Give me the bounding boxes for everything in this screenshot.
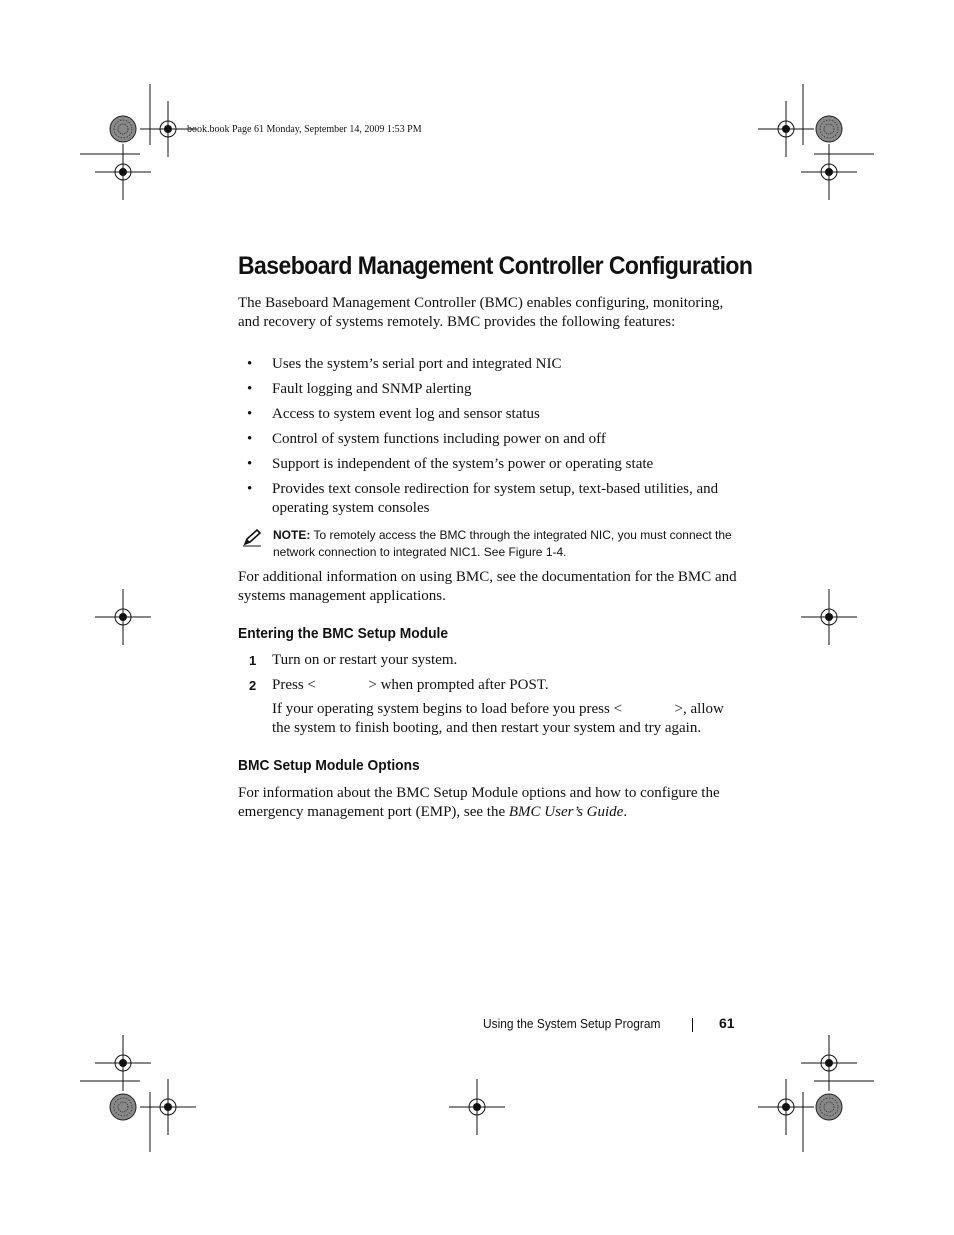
list-item: • Uses the system’s serial port and integrated NIC	[247, 356, 562, 372]
list-item: • Control of system functions including power on and off	[247, 431, 606, 447]
list-item	[238, 651, 738, 670]
list-item: • Access to system event log and sensor status	[247, 406, 540, 422]
bullet-icon: •	[247, 381, 253, 397]
guide-reference: BMC User’s Guide	[508, 804, 624, 820]
additional-info-paragraph: For additional information on using BMC, see the documentation for the BMC and systems management applications.	[238, 569, 737, 604]
note-text: To remotely access the BMC through the integrated NIC, you must connect the network connection to integrated NIC1. See Figure 1-4.	[273, 528, 732, 559]
step-followup-paragraph: If your operating system begins to load before you press < >, allow the system to finish booting, and then restart your system and try again.	[272, 701, 728, 736]
feature-list	[238, 355, 738, 524]
bullet-icon: •	[247, 481, 253, 497]
footer-section-title: Using the System Setup Program	[483, 1016, 661, 1031]
list-item	[238, 676, 738, 695]
step-text: Turn on or restart your system.	[272, 652, 458, 668]
pencil-note-icon	[242, 529, 262, 547]
print-slug: book.book Page 61 Monday, September 14, 2009 1:53 PM	[187, 124, 422, 135]
bullet-icon: •	[247, 356, 253, 372]
section-heading-entering-bmc: Entering the BMC Setup Module	[238, 625, 449, 642]
bullet-icon: •	[247, 456, 253, 472]
bullet-icon: •	[247, 406, 253, 422]
step-text: Press < > when prompted after POST.	[272, 677, 549, 693]
note-label: NOTE:	[273, 528, 311, 542]
steps-list	[238, 651, 738, 701]
bullet-icon: •	[247, 431, 253, 447]
intro-paragraph: The Baseboard Management Controller (BMC) enables configuring, monitoring, and recovery of systems remotely. BMC provides the following features:	[238, 295, 724, 330]
bmc-options-paragraph: For information about the BMC Setup Module options and how to configure the emergency management port (EMP), see the BMC User’s Guide.	[238, 785, 720, 820]
step-number: 1	[249, 653, 257, 668]
section-heading-bmc-options: BMC Setup Module Options	[238, 757, 420, 774]
list-item: • Fault logging and SNMP alerting	[247, 381, 472, 397]
list-item: • Provides text console redirection for system setup, text-based utilities, and operating system consoles	[247, 481, 719, 516]
step-number: 2	[249, 678, 257, 693]
list-item: • Support is independent of the system’s power or operating state	[247, 456, 654, 472]
page-number: 61	[719, 1015, 735, 1031]
footer-divider	[692, 1018, 693, 1032]
page-title: Baseboard Management Controller Configuration	[238, 252, 753, 280]
